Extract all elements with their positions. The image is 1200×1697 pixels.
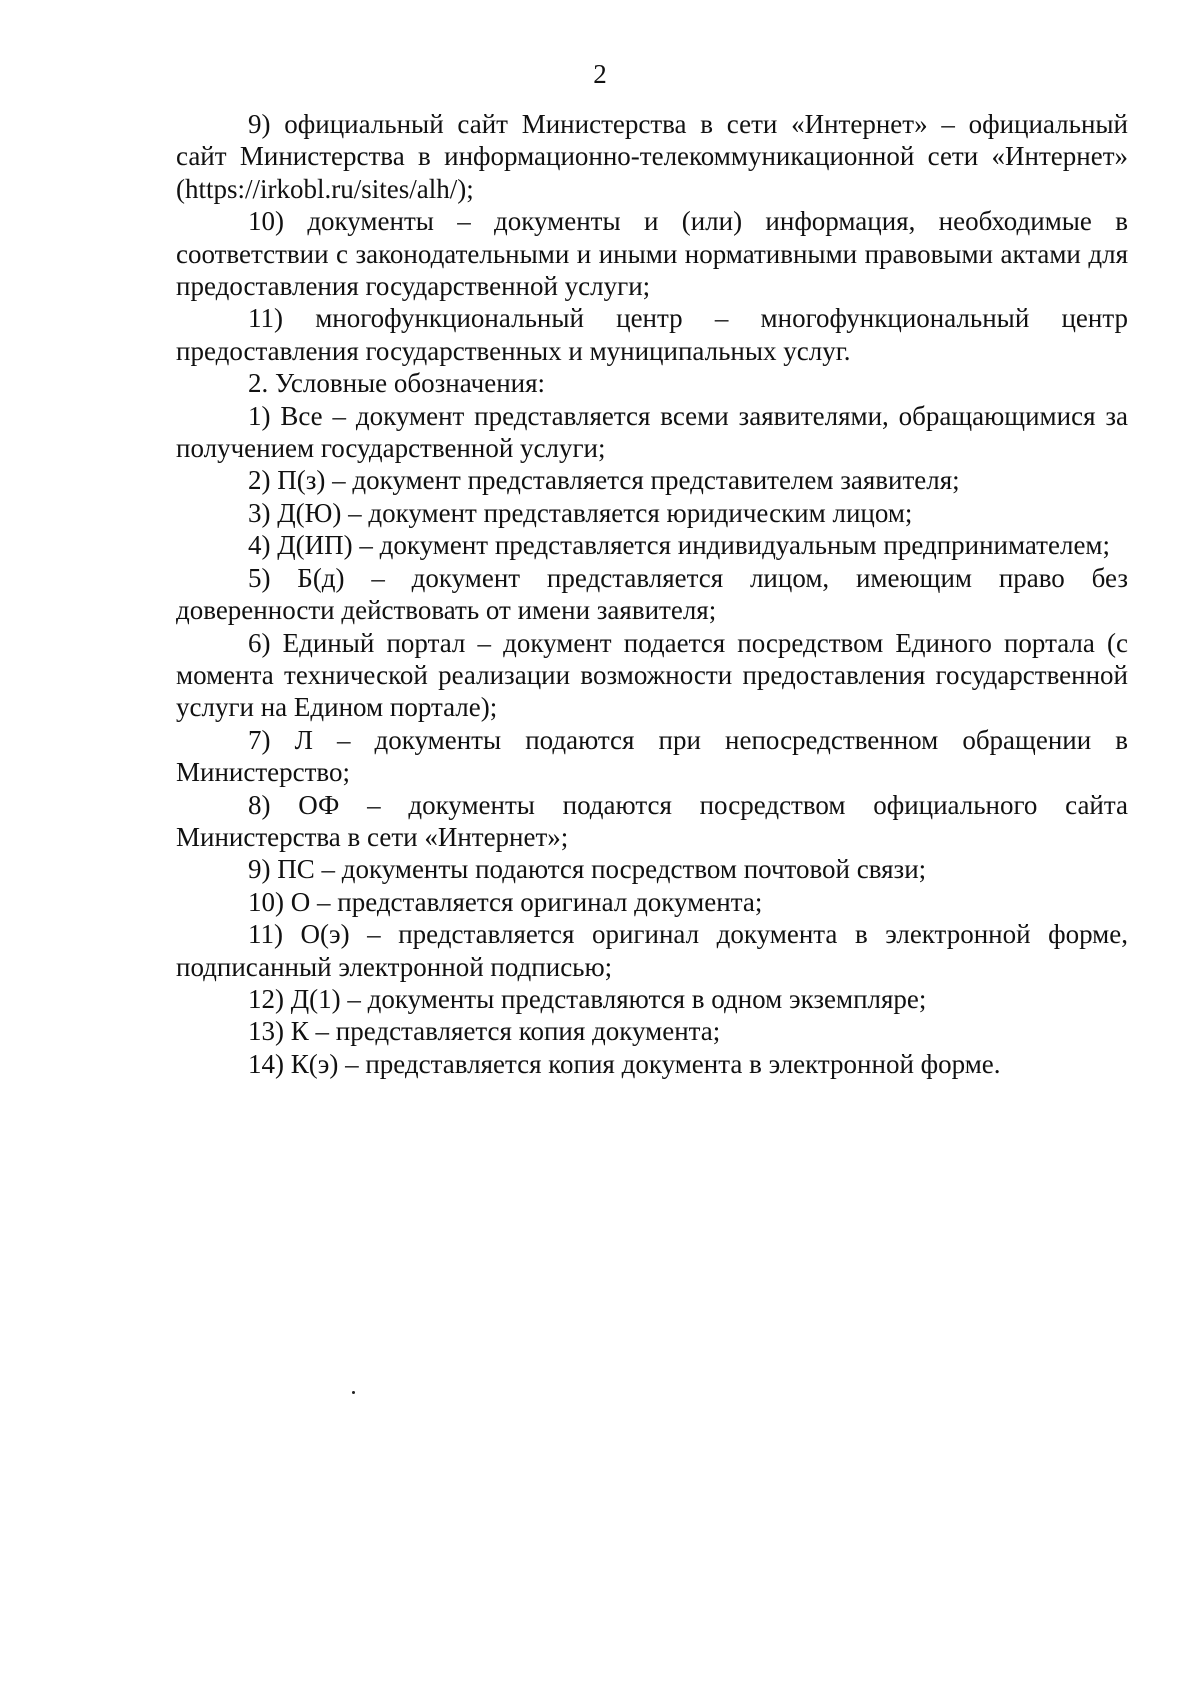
symbol-item-unified-portal: 6) Единый портал – документ подается посредством Единого портала (с момента технической реализации возможности предоставления государственной услуги на Едином портале); <box>176 627 1128 723</box>
definition-official-site: 9) официальный сайт Министерства в сети «Интернет» – официальный сайт Министерства в информационно-телекоммуникационной сети «Интернет» (https://irkobl.ru/sites/alh/); <box>176 109 1128 204</box>
symbol-item-copy: 13) К – представляется копия документа; <box>248 1016 721 1047</box>
page-number: 2 <box>593 59 607 89</box>
symbol-item-without-power-of-attorney: 5) Б(д) – документ представляется лицом, имеющим право без доверенности действовать от имени заявителя; <box>176 562 1128 626</box>
symbol-item-original: 10) О – представляется оригинал документа; <box>248 886 763 917</box>
document-body <box>176 108 1128 1080</box>
symbol-item-all: 1) Все – документ представляется всеми заявителями, обращающимися за получением государственной услуги; <box>176 400 1128 464</box>
symbol-item-official-site: 8) ОФ – документы подаются посредством официального сайта Министерства в сети «Интернет»; <box>176 789 1128 852</box>
symbol-item-in-person: 7) Л – документы подаются при непосредственном обращении в Министерство; <box>176 724 1128 788</box>
definition-mfc: 11) многофункциональный центр – многофункциональный центр предоставления государственных и муниципальных услуг. <box>176 303 1128 366</box>
symbol-item-copy-electronic: 14) К(э) – представляется копия документа в электронной форме. <box>248 1048 1001 1079</box>
symbol-item-entrepreneur: 4) Д(ИП) – документ представляется индивидуальным предпринимателем; <box>248 530 1111 561</box>
scan-speck <box>352 1391 355 1394</box>
symbol-item-original-electronic: 11) О(э) – представляется оригинал документа в электронной форме, подписанный электронной подписью; <box>176 919 1128 982</box>
symbol-item-one-copy: 12) Д(1) – документы представляются в одном экземпляре; <box>248 983 927 1014</box>
definition-documents: 10) документы – документы и (или) информация, необходимые в соответствии с законодательными и иными нормативными правовыми актами для предоставления государственной услуги; <box>176 206 1128 302</box>
section-heading-symbols: 2. Условные обозначения: <box>248 368 546 399</box>
symbol-item-legal-entity: 3) Д(Ю) – документ представляется юридическим лицом; <box>248 497 913 528</box>
symbol-item-representative: 2) П(з) – документ представляется представителем заявителя; <box>248 465 960 496</box>
symbol-item-postal: 9) ПС – документы подаются посредством почтовой связи; <box>248 854 927 885</box>
